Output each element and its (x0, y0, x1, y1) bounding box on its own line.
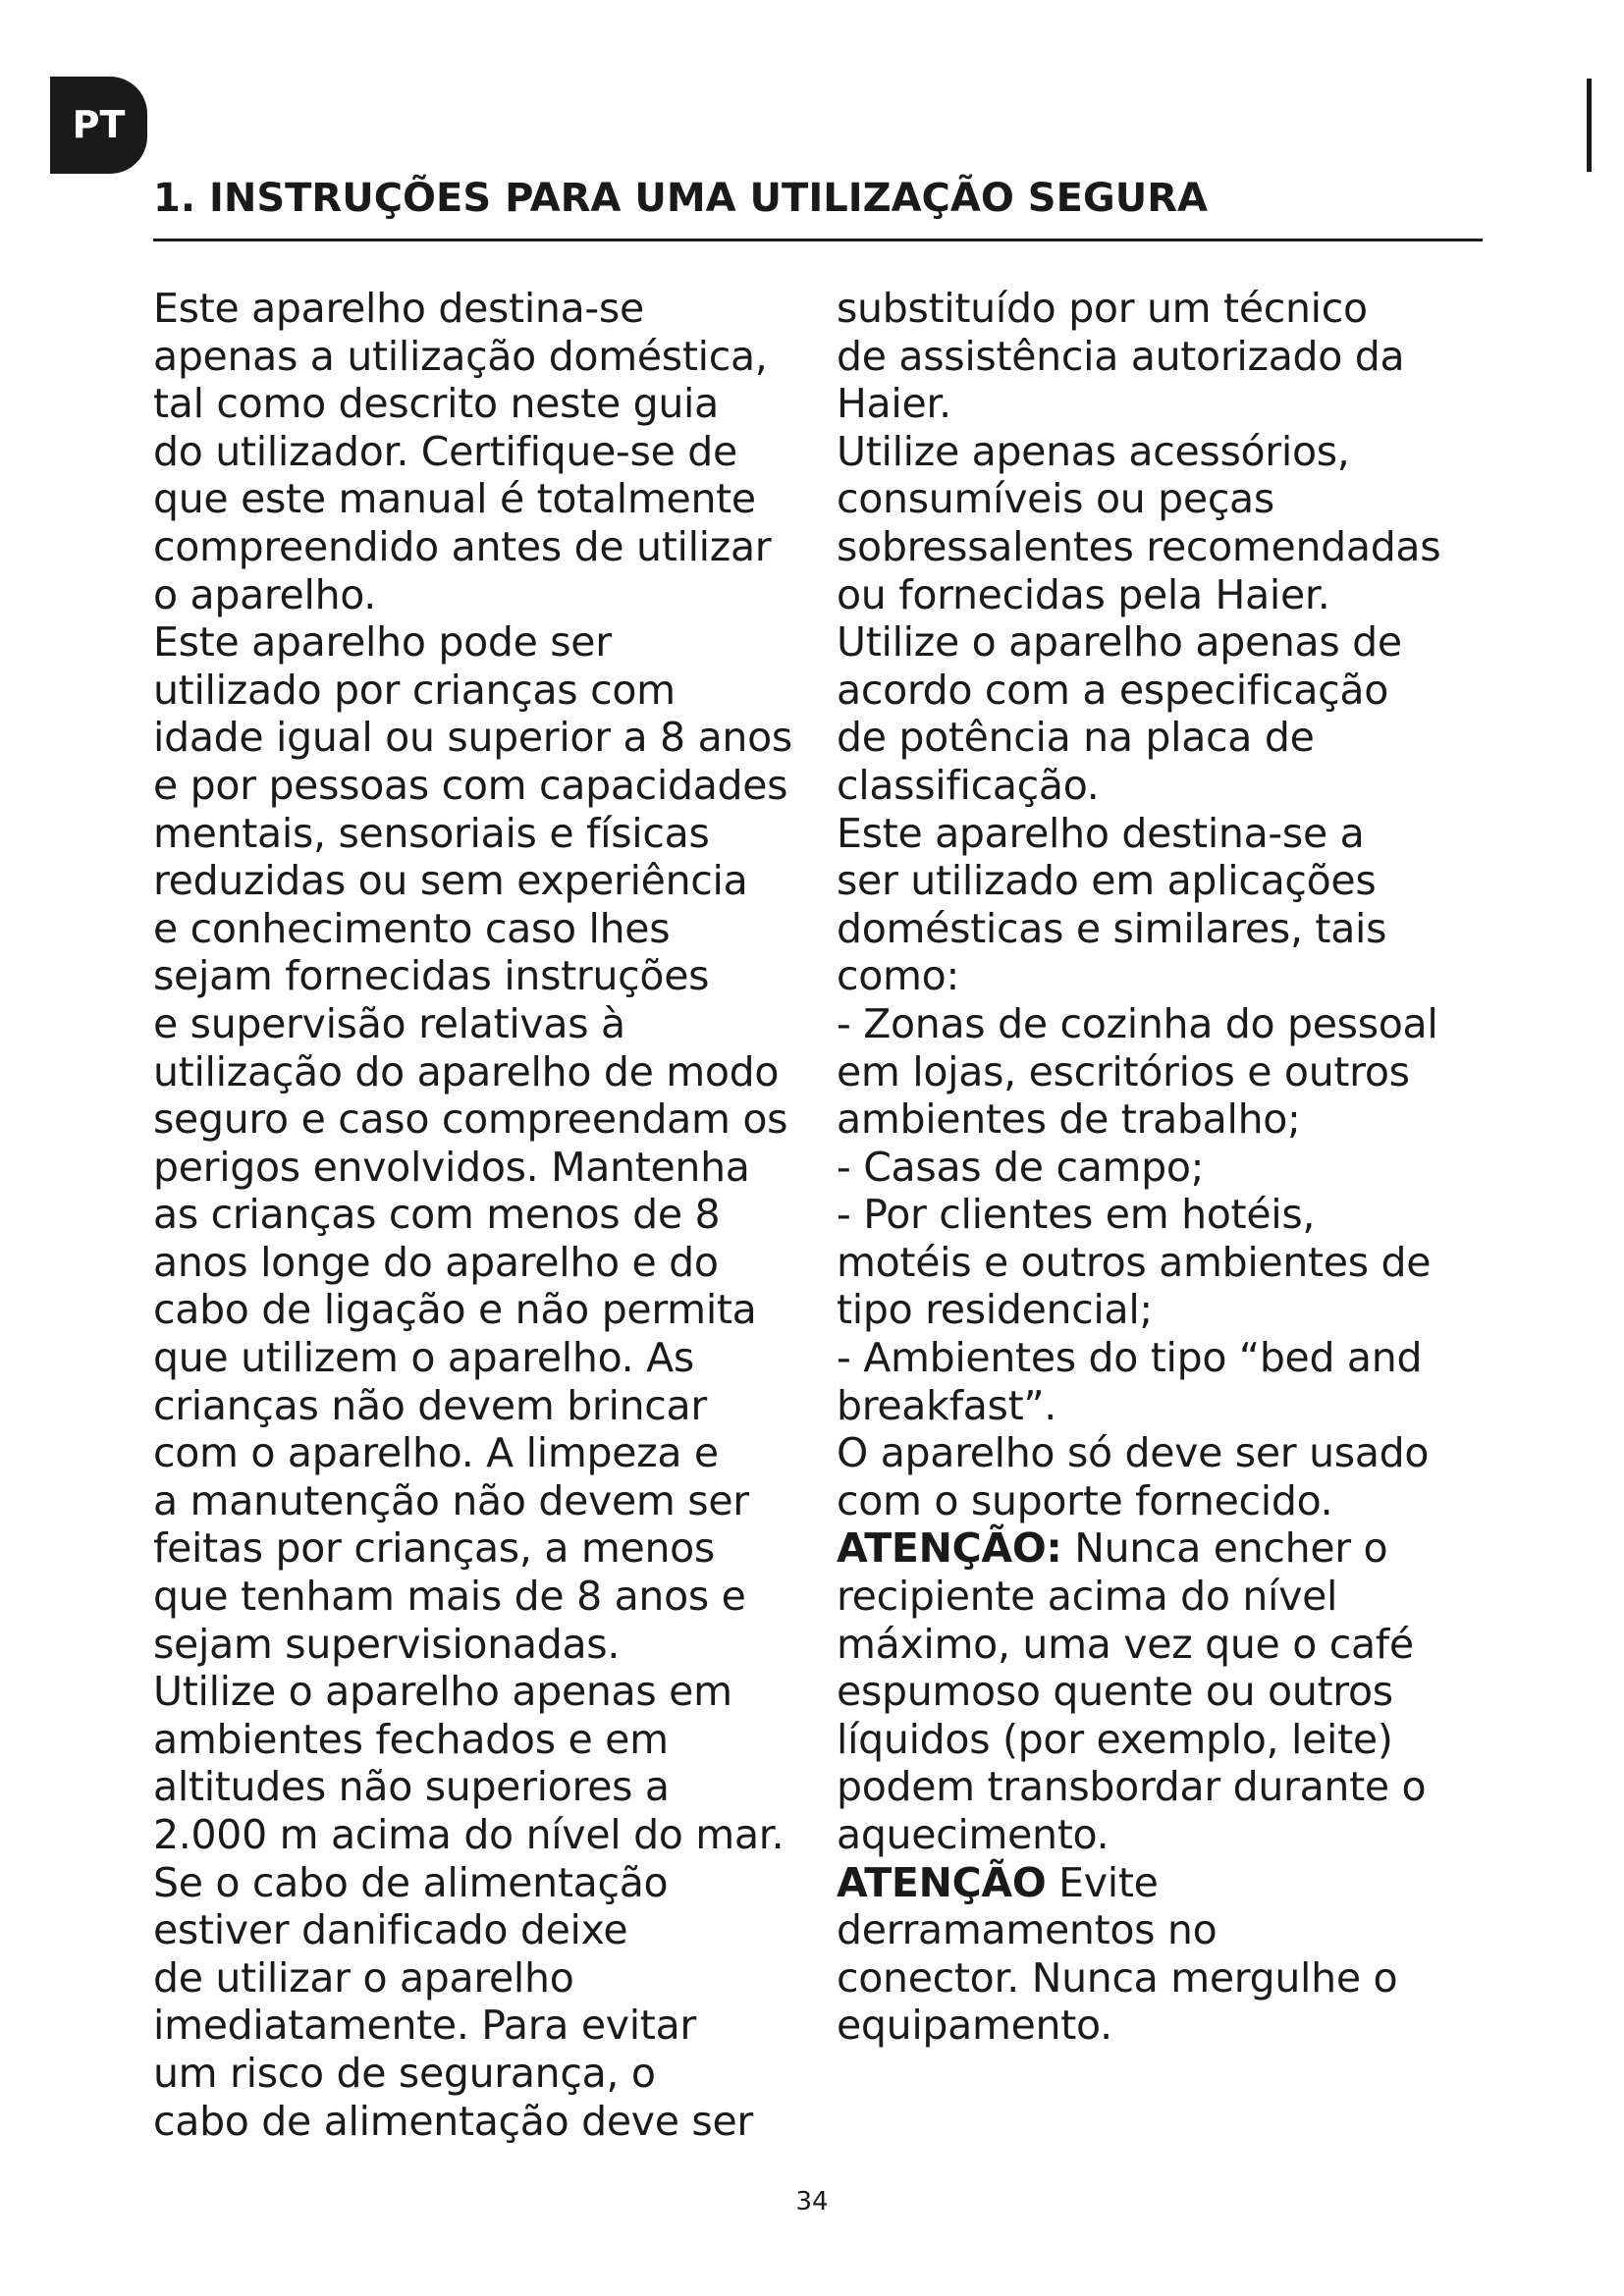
text-line: que utilizem o aparelho. As (153, 1334, 694, 1382)
text-line: e supervisão relativas à (153, 999, 625, 1047)
text-line: crianças não devem brincar (153, 1381, 707, 1429)
text-line: com o aparelho. A limpeza e (153, 1429, 719, 1477)
text-line: sejam fornecidas instruções (153, 952, 710, 1000)
text-line: cabo de ligação e não permita (153, 1286, 757, 1334)
text-line: utilização do aparelho de modo (153, 1047, 780, 1095)
text-line: de potência na placa de (837, 714, 1315, 762)
text-line: com o suporte fornecido. (837, 1476, 1333, 1524)
text-line: breakfast”. (837, 1381, 1057, 1429)
text-line: que tenham mais de 8 anos e (153, 1573, 746, 1621)
text-line: o aparelho. (153, 570, 377, 618)
text-line: perigos envolvidos. Mantenha (153, 1143, 750, 1191)
text-line: utilizado por crianças com (153, 666, 676, 714)
text-line: aquecimento. (837, 1811, 1110, 1858)
left-text-column (153, 285, 821, 2145)
text-line: sejam supervisionadas. (153, 1620, 621, 1668)
text-line: consumíveis ou peças (837, 475, 1274, 523)
text-line: um risco de segurança, o (153, 2049, 656, 2097)
warning-2-first-line-rest: Evite (1046, 1858, 1159, 1906)
section-title: 1. INSTRUÇÕES PARA UMA UTILIZAÇÃO SEGURA (153, 176, 1208, 221)
text-line: e conhecimento caso lhes (153, 904, 671, 952)
text-line: seguro e caso compreendam os (153, 1095, 788, 1144)
text-line: Utilize o aparelho apenas em (153, 1668, 732, 1716)
text-line: anos longe do aparelho e do (153, 1238, 719, 1286)
text-line: tipo residencial; (837, 1286, 1153, 1334)
warning-1-first-line-rest: Nunca encher o (1061, 1524, 1388, 1573)
text-line: a manutenção não devem ser (153, 1476, 749, 1524)
warning-2-label: ATENÇÃO (837, 1858, 1047, 1906)
right-text-column (837, 285, 1504, 2050)
text-line: acordo com a especificação (837, 666, 1388, 714)
text-line: compreendido antes de utilizar (153, 522, 772, 570)
text-line: substituído por um técnico (837, 285, 1368, 332)
text-line: ambientes de trabalho; (837, 1095, 1301, 1144)
text-line: recipiente acima do nível (837, 1573, 1338, 1621)
text-line: máximo, uma vez que o café (837, 1620, 1414, 1668)
text-line: em lojas, escritórios e outros (837, 1047, 1410, 1095)
warning-1-label: ATENÇÃO: (837, 1524, 1062, 1573)
text-line: ambientes fechados e em (153, 1715, 669, 1763)
text-line: - Ambientes do tipo “bed and (837, 1334, 1423, 1382)
warning-1-first-line (837, 1524, 1504, 1573)
text-line: estiver danificado deixe (153, 1906, 628, 1954)
text-line: - Por clientes em hotéis, (837, 1191, 1316, 1239)
text-line: e por pessoas com capacidades (153, 761, 788, 809)
text-line: 2.000 m acima do nível do mar. (153, 1811, 785, 1858)
text-line: mentais, sensoriais e físicas (153, 809, 710, 857)
text-line: idade igual ou superior a 8 anos (153, 714, 792, 762)
text-line: - Zonas de cozinha do pessoal (837, 999, 1438, 1047)
text-line: Este aparelho destina-se a (837, 809, 1365, 857)
text-line: altitudes não superiores a (153, 1763, 670, 1811)
text-line: podem transbordar durante o (837, 1763, 1427, 1811)
text-line: - Casas de campo; (837, 1143, 1205, 1191)
title-divider (153, 239, 1483, 241)
text-line: ser utilizado em aplicações (837, 857, 1377, 905)
text-line: motéis e outros ambientes de (837, 1238, 1432, 1286)
margin-marker-bar (1587, 79, 1592, 172)
text-line: de assistência autorizado da (837, 332, 1405, 380)
text-line: Utilize o aparelho apenas de (837, 618, 1402, 667)
text-line: as crianças com menos de 8 (153, 1191, 721, 1239)
language-tab: PT (50, 77, 147, 174)
text-line: domésticas e similares, tais (837, 904, 1387, 952)
text-line: como: (837, 952, 959, 1000)
warning-2-first-line (837, 1859, 1504, 1907)
text-line: Este aparelho destina-se (153, 285, 644, 332)
text-line: classificação. (837, 761, 1100, 809)
text-line: apenas a utilização doméstica, (153, 332, 768, 380)
text-line: conector. Nunca mergulhe o (837, 1953, 1398, 2002)
text-line: do utilizador. Certifique-se de (153, 427, 737, 475)
text-line: sobressalentes recomendadas (837, 522, 1441, 570)
text-line: líquidos (por exemplo, leite) (837, 1715, 1393, 1763)
text-line: espumoso quente ou outros (837, 1668, 1393, 1716)
text-line: derramamentos no (837, 1906, 1218, 1954)
text-line: Utilize apenas acessórios, (837, 427, 1350, 475)
text-line: Haier. (837, 380, 951, 428)
text-line: feitas por crianças, a menos (153, 1524, 715, 1573)
text-line: Se o cabo de alimentação (153, 1858, 669, 1906)
text-line: cabo de alimentação deve ser (153, 2097, 753, 2145)
text-line: equipamento. (837, 2002, 1112, 2050)
text-line: O aparelho só deve ser usado (837, 1429, 1430, 1477)
text-line: que este manual é totalmente (153, 475, 756, 523)
text-line: imediatamente. Para evitar (153, 2002, 696, 2050)
text-line: reduzidas ou sem experiência (153, 857, 748, 905)
text-line: Este aparelho pode ser (153, 618, 612, 667)
text-line: ou fornecidas pela Haier. (837, 570, 1330, 618)
text-line: tal como descrito neste guia (153, 380, 719, 428)
page-number: 34 (795, 2187, 829, 2216)
text-line: de utilizar o aparelho (153, 1953, 574, 2002)
